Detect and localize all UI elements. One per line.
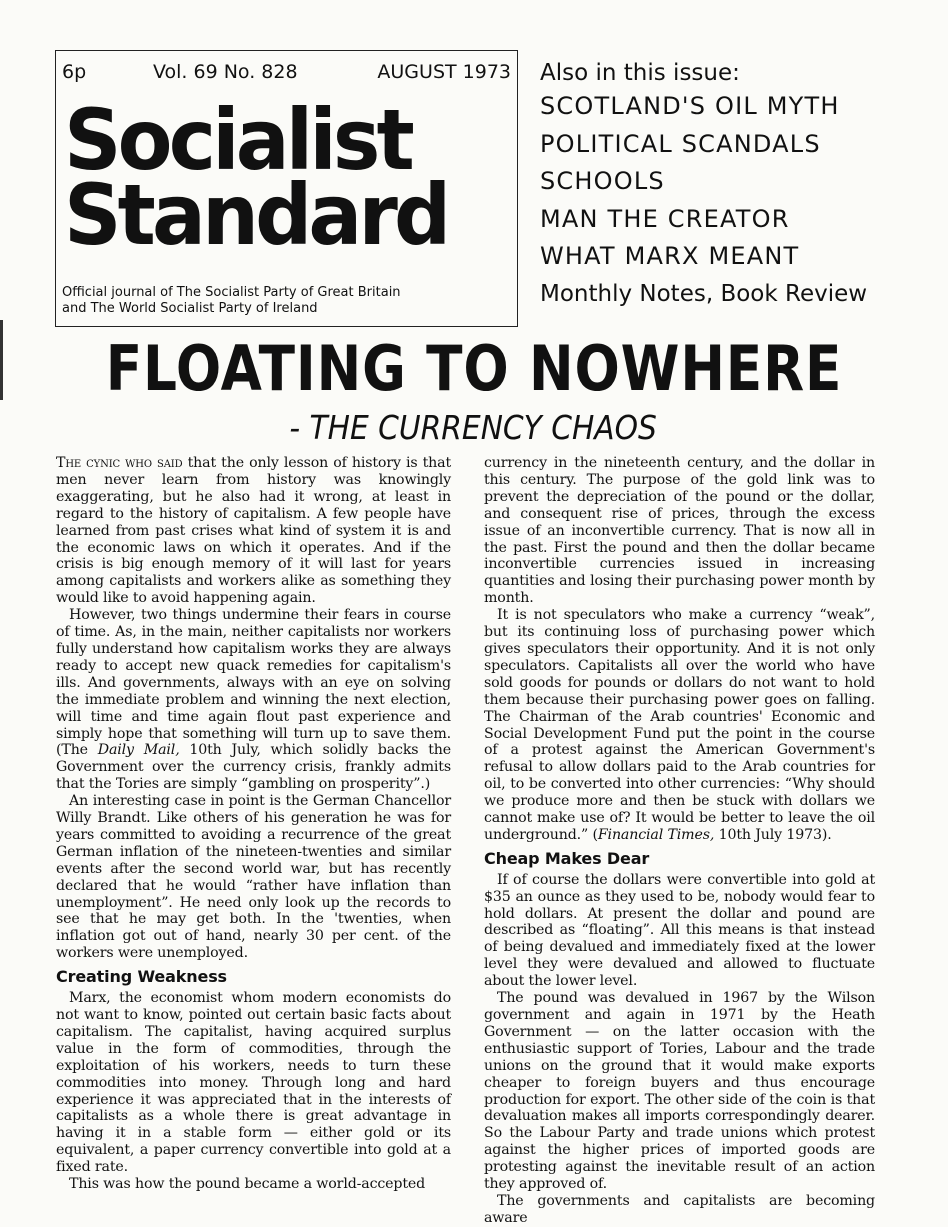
section-heading: Creating Weakness [56, 967, 227, 987]
paragraph [56, 455, 451, 607]
paragraph [56, 607, 451, 793]
lede-small-caps: The cynic who said [56, 455, 183, 471]
contents-item: SCHOOLS [540, 167, 665, 195]
scan-edge-mark [0, 320, 3, 400]
article-headline: FLOATING TO NOWHERE [105, 332, 843, 405]
paragraph: Marx, the economist whom modern economists do not want to know, pointed out certain basic facts about capitalism. The capitalist, having acquired surplus value in the form of commodities, through the exploitation of his workers, needs to turn these commodities into money. Through long and hard experience it was appreciated that in the interests of capitalists as a whole there is great advantage in having it in a stable form — either gold or its equivalent, a paper currency convertible into gold at a fixed rate. [56, 990, 451, 1176]
paragraph-text: It is not speculators who make a currency “weak”, but its continuing loss of purchasing power which gives speculators their opportunity. And it is not only speculators. Capitalists all over the world who have sold goods for pounds or dollars do not want to hold them because their purchasing power goes on falling. The Chairman of the Arab countries' Economic and Social Development Fund put the point in the course of a protest against the American Government's refusal to allow dollars paid to the Arab countries for oil, to be converted into other currencies: “Why should we produce more and then be stuck with dollars we cannot make use of? It would be better to leave the oil underground.” ( [484, 607, 875, 843]
article-subheadline: - THE CURRENCY CHAOS [289, 408, 657, 447]
paragraph: If of course the dollars were convertible into gold at $35 an ounce as they used to be, nobody would fear to hold dollars. At present the dollar and pound are described as “floating”. All this means is that instead of being devalued and immediately fixed at the lower level they were devalued and allowed to fluctuate about the lower level. [484, 871, 875, 990]
paragraph-text: that the only lesson of history is that men never learn from history was knowingly exaggerating, but he also had it wrong, at least in regard to the history of capitalism. A few people have learned from past crises what kind of system it is and the economic laws on which it operates. And if the crisis is big enough memory of it will last for years among capitalists and workers alike as something they would like to avoid happening again. [56, 455, 452, 607]
publication-citation: Daily Mail, [97, 742, 180, 759]
contents-item: SCOTLAND'S OIL MYTH [540, 92, 840, 120]
subtitle-line-2: and The World Socialist Party of Ireland [62, 301, 318, 316]
publication-citation: Financial Times, [597, 826, 715, 843]
title-line-2: Standard [64, 166, 448, 264]
masthead [55, 50, 518, 327]
issue-date: AUGUST 1973 [377, 61, 511, 83]
also-in-issue-heading: Also in this issue: [540, 60, 740, 86]
contents-item: WHAT MARX MEANT [540, 242, 800, 270]
paragraph: The governments and capitalists are becoming aware [484, 1192, 875, 1226]
section-heading: Cheap Makes Dear [484, 848, 650, 868]
paragraph: This was how the pound became a world-accepted [69, 1176, 426, 1193]
article-column-right [484, 455, 875, 1227]
paragraph-text: 10th July 1973). [714, 826, 832, 843]
volume-number: Vol. 69 No. 828 [153, 61, 298, 83]
contents-item: POLITICAL SCANDALS [540, 129, 821, 158]
paragraph: currency in the nineteenth century, and the dollar in this century. The purpose of the gold link was to prevent the depreciation of the pound or the dollar, and consequent rise of prices, through the excess issue of an inconvertible currency. That is now all in the past. First the pound and then the dollar became inconvertible currencies issued in increasing quantities and losing their purchasing power month by month. [484, 455, 875, 607]
contents-item: Monthly Notes, Book Review [540, 280, 868, 307]
article-column-left [56, 455, 451, 1193]
paragraph: The pound was devalued in 1967 by the Wilson government and again in 1971 by the Heath Government — on the latter occasion with the enthusiastic support of Tories, Labour and the trade unions on the ground that it would make exports cheaper to foreign buyers and thus encourage production for export. The other side of the coin is that devaluation makes all imports correspondingly dearer. So the Labour Party and trade unions which protest against the higher prices of imported goods are protesting against the inevitable result of an action they approved of. [484, 990, 875, 1193]
publication-subtitle [62, 285, 512, 317]
publication-title [64, 91, 492, 264]
also-in-issue-panel [540, 58, 867, 313]
subtitle-line-1: Official journal of The Socialist Party of Great Britain [62, 285, 401, 300]
contents-item: MAN THE CREATOR [540, 204, 790, 233]
paragraph [484, 607, 875, 844]
paragraph: An interesting case in point is the German Chancellor Willy Brandt. Like others of his generation he was for years committed to avoiding a recurrence of the great German inflation of the nineteen-twenties and similar events after the second world war, but has recently declared that he would “rather have inflation than unemployment”. He need only look up the records to see that he may get both. In the 'twenties, when inflation got out of hand, nearly 30 per cent. of the workers were unemployed. [56, 793, 451, 962]
contents-list [540, 88, 867, 313]
title-line-1: Socialist [64, 91, 411, 189]
issue-price: 6p [62, 61, 87, 83]
paragraph-text: However, two things undermine their fears in course of time. As, in the main, neither capitalists nor workers fully understand how capitalism works they are always ready to accept new quack remedies for capitalism's ills. And governments, always with an eye on solving the immediate problem and winning the next election, will time and time again flout past experience and simply hope that something will turn up to save them. (The [56, 607, 451, 759]
paragraph-text: 10th July, which solidly backs the Government over the currency crisis, frankly admits that the Tories are simply “gambling on prosperity”.) [56, 742, 451, 793]
